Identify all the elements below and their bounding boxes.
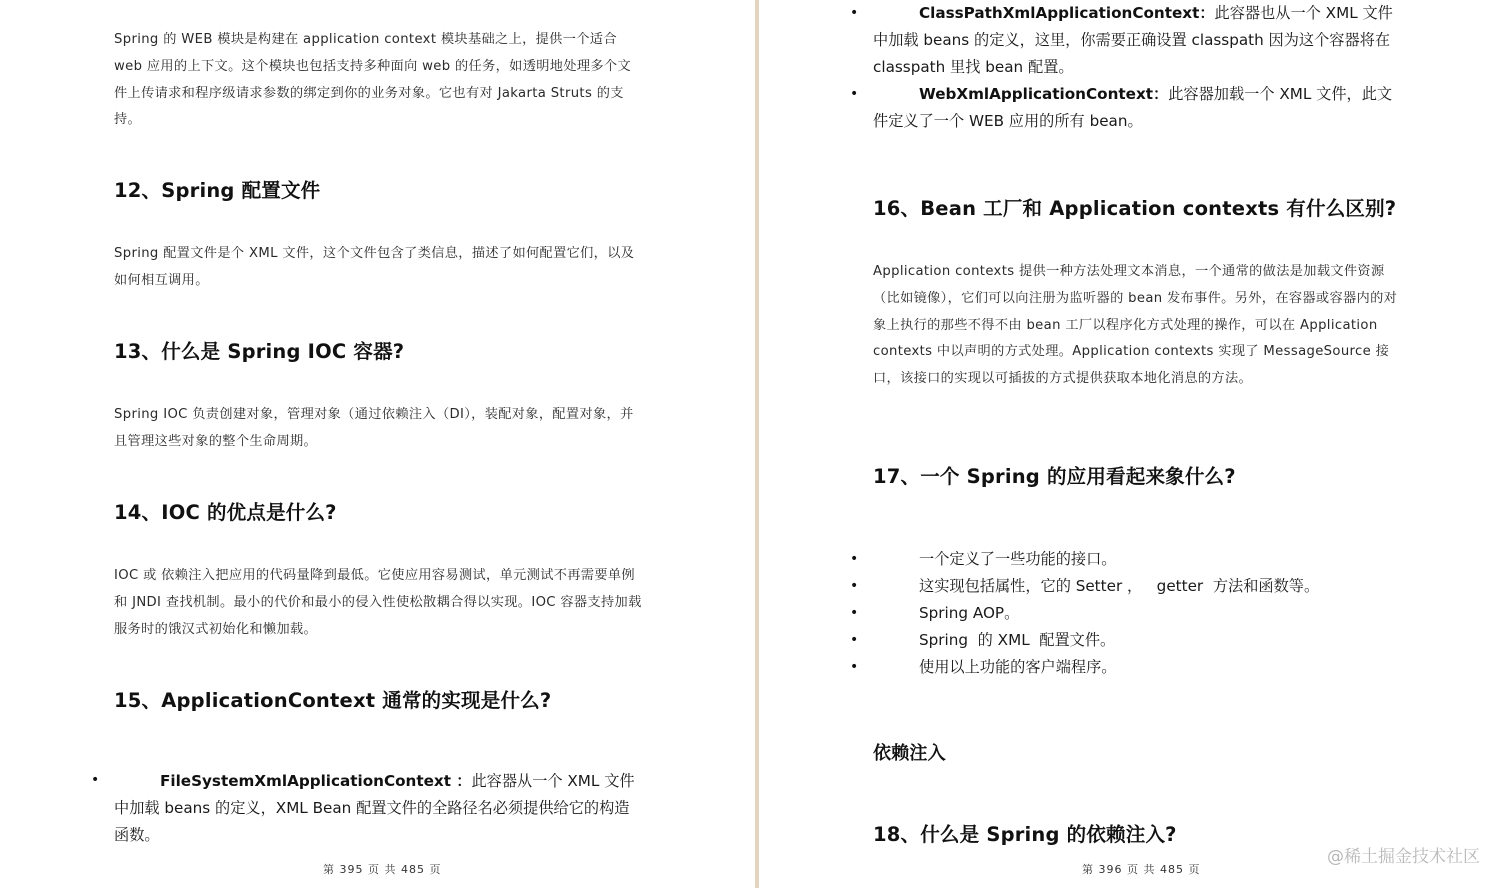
bullet-icon: • <box>850 659 859 675</box>
bullet-text: 这实现包括属性，它的 Setter ， getter 方法和函数等。 <box>919 577 1320 595</box>
bullet-text: Spring 的 XML 配置文件。 <box>919 631 1116 649</box>
document-page-395 <box>0 0 755 888</box>
section-heading-15: 15、ApplicationContext 通常的实现是什么? <box>114 689 552 712</box>
bullet-icon: • <box>850 86 859 102</box>
section-heading-12: 12、Spring 配置文件 <box>114 179 321 202</box>
bullet-term: FileSystemXmlApplicationContext ： <box>160 772 472 790</box>
bullet-description: 此容器从一个 XML 文件中加载 beans 的定义，XML Bean 配置文件的全路径名必须提供给它的构造函数。 <box>114 772 635 844</box>
section-heading-13: 13、什么是 Spring IOC 容器? <box>114 340 405 363</box>
section-body-16: Application contexts 提供一种方法处理文本消息，一个通常的做法是加载文件资源（比如镜像），它们可以向注册为监听器的 bean 发布事件。另外，在容器或容器内的对象上执行的那些不得不由 bean 工厂以程序化方式处理的操作，可以在 Application contexts 中以声明的方式处理。Application contexts 实现了 MessageSource 接口，该接口的实现以可插拔的方式提供获取本地化消息的方法。 <box>873 264 1398 387</box>
section-heading-dependency-injection: 依赖注入 <box>873 743 946 764</box>
section-heading-18: 18、什么是 Spring 的依赖注入? <box>873 823 1177 846</box>
watermark: @稀土掘金技术社区 <box>1327 847 1480 867</box>
bullet-text: 一个定义了一些功能的接口。 <box>919 550 1117 568</box>
bullet-icon: • <box>850 5 859 21</box>
bullet-text: Spring AOP。 <box>919 604 1020 622</box>
list-item <box>759 600 1512 627</box>
bullet-description: 此容器也从一个 XML 文件中加载 beans 的定义，这里，你需要正确设置 classpath 因为这个容器将在 classpath 里找 bean 配置。 <box>873 4 1393 76</box>
bullet-icon: • <box>850 551 859 567</box>
bullet-icon: • <box>91 772 100 788</box>
page-footer: 第 396 页 共 485 页 <box>1082 863 1201 876</box>
bullet-list <box>759 546 1512 681</box>
bullet-text: 使用以上功能的客户端程序。 <box>919 658 1117 676</box>
bullet-text <box>873 81 1403 135</box>
bullet-icon: • <box>850 632 859 648</box>
list-item <box>759 627 1512 654</box>
bullet-term: WebXmlApplicationContext： <box>919 85 1169 103</box>
intro-paragraph: Spring 的 WEB 模块是构建在 application context 模块基础之上，提供一个适合 web 应用的上下文。这个模块也包括支持多种面向 web 的任务，如透明地处理多个文件上传请求和程序级请求参数的绑定到你的业务对象。它也有对 Jakarta Struts 的支持。 <box>114 32 631 128</box>
section-body-12: Spring 配置文件是个 XML 文件，这个文件包含了类信息，描述了如何配置它们，以及如何相互调用。 <box>114 246 635 288</box>
section-body-14: IOC 或 依赖注入把应用的代码量降到最低。它使应用容易测试，单元测试不再需要单例和 JNDI 查找机制。最小的代价和最小的侵入性使松散耦合得以实现。IOC 容器支持加载服务时的饿汉式初始化和懒加载。 <box>114 568 642 637</box>
section-heading-14: 14、IOC 的优点是什么? <box>114 501 337 524</box>
section-heading-16: 16、Bean 工厂和 Application contexts 有什么区别? <box>873 197 1397 220</box>
list-item <box>759 654 1512 681</box>
document-page-396 <box>759 0 1512 888</box>
bullet-text <box>114 768 642 849</box>
bullet-icon: • <box>850 605 859 621</box>
bullet-text <box>873 0 1403 81</box>
section-body-13: Spring IOC 负责创建对象，管理对象（通过依赖注入（DI），装配对象，配置对象，并且管理这些对象的整个生命周期。 <box>114 407 634 449</box>
list-item <box>759 573 1512 600</box>
bullet-description: 此容器加载一个 XML 文件，此文件定义了一个 WEB 应用的所有 bean。 <box>873 85 1393 130</box>
bullet-term: ClassPathXmlApplicationContext： <box>919 4 1215 22</box>
bullet-icon: • <box>850 578 859 594</box>
section-heading-17: 17、一个 Spring 的应用看起来象什么? <box>873 465 1236 488</box>
page-footer: 第 395 页 共 485 页 <box>323 863 442 876</box>
list-item <box>759 546 1512 573</box>
